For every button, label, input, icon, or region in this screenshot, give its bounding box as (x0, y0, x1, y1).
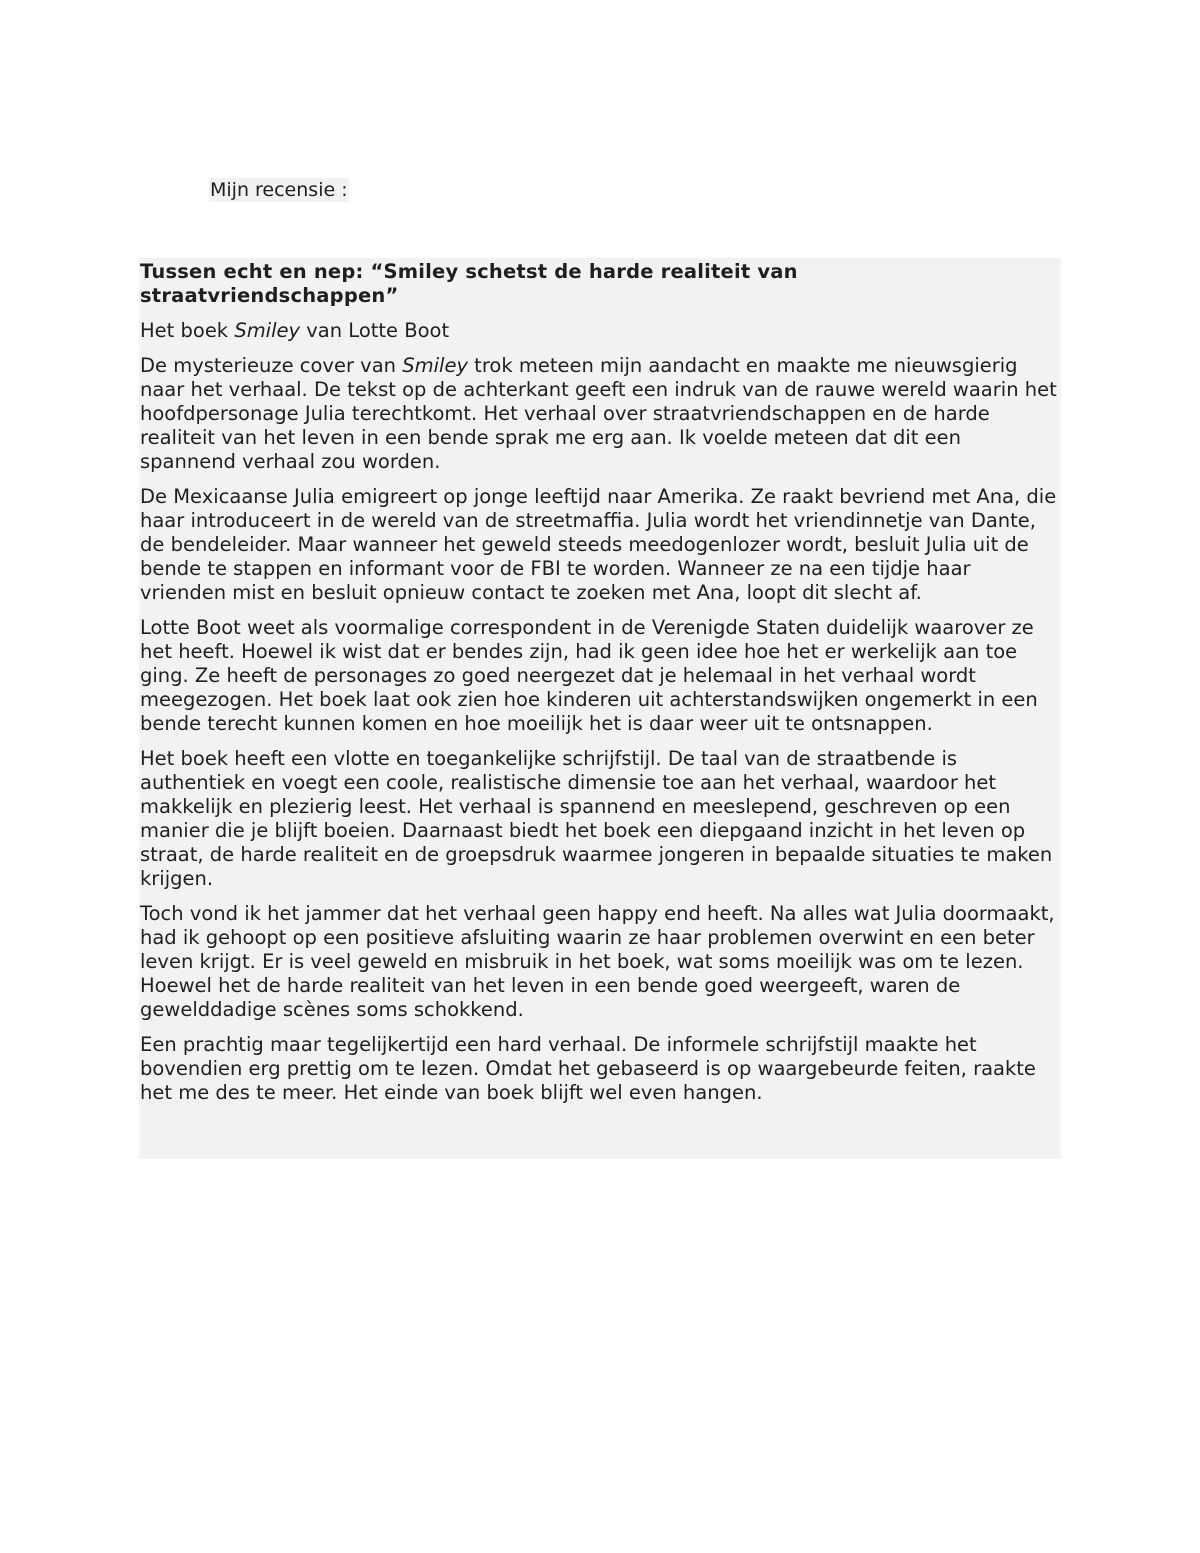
paragraph-cover-rest: trok meteen mijn aandacht en maakte me nieuwsgierig naar het verhaal. De tekst op de achterkant geeft een indruk van de rauwe wereld waarin het hoofdpersonage Julia terechtkomt. Het verhaal over straatvriendschappen en de harde realiteit van het leven in een bende sprak me erg aan. Ik voelde meteen dat dit een spannend verhaal zou worden. (140, 354, 1057, 473)
paragraph-cover-start: De mysterieuze cover van (140, 354, 403, 377)
paragraph-style: Het boek heeft een vlotte en toegankelijke schrijfstijl. De taal van de straatbende is authentiek en voegt een coole, realistische dimensie toe aan het verhaal, waardoor het makkelijk en plezierig leest. Het verhaal is spannend en meeslepend, geschreven op een manier die je blijft boeien. Daarnaast biedt het boek een diepgaand inzicht in het leven op straat, de harde realiteit en de groepsdruk waarmee jongeren in bepaalde situaties te maken krijgen. (140, 747, 1053, 890)
review-article (139, 258, 1061, 1159)
paragraph-cover-book-title: Smiley (402, 354, 468, 377)
book-byline (140, 319, 1058, 343)
review-title: Tussen echt en nep: “Smiley schetst de harde realiteit van straatvriendschappen” (140, 260, 798, 307)
paragraph-conclusion: Een prachtig maar tegelijkertijd een hard verhaal. De informele schrijfstijl maakte het bovendien erg prettig om te lezen. Omdat het gebaseerd is op waargebeurde feiten, raakte het me des te meer. Het einde van boek blijft wel even hangen. (140, 1033, 1036, 1104)
paragraph-cover (140, 354, 1058, 474)
paragraph-author: Lotte Boot weet als voormalige correspondent in de Verenigde Staten duidelijk waarover ze het heeft. Hoewel ik wist dat er bendes zijn, had ik geen idee hoe het er werkelijk aan toe ging. Ze heeft de personages zo goed neergezet dat je helemaal in het verhaal wordt meegezogen. Het boek laat ook zien hoe kinderen uit achterstandswijken ongemerkt in een bende terecht kunnen komen en hoe moeilijk het is daar weer uit te ontsnappen. (140, 616, 1038, 735)
byline-author: van Lotte Boot (300, 319, 450, 342)
paragraph-critique: Toch vond ik het jammer dat het verhaal geen happy end heeft. Na alles wat Julia doormaakt, had ik gehoopt op een positieve afsluiting waarin ze haar problemen overwint en een beter leven krijgt. Er is veel geweld en misbruik in het boek, wat soms moeilijk was om te lezen. Hoewel het de harde realiteit van het leven in een bende goed weergeeft, waren de gewelddadige scènes soms schokkend. (140, 902, 1055, 1021)
paragraph-plot: De Mexicaanse Julia emigreert op jonge leeftijd naar Amerika. Ze raakt bevriend met Ana, die haar introduceert in de wereld van de streetmaffia. Julia wordt het vriendinnetje van Dante, de bendeleider. Maar wanneer het geweld steeds meedogenlozer wordt, besluit Julia uit de bende te stappen en informant voor de FBI te worden. Wanneer ze na een tijdje haar vrienden mist en besluit opnieuw contact te zoeken met Ana, loopt dit slecht af. (140, 485, 1057, 604)
book-title: Smiley (234, 319, 301, 342)
byline-prefix: Het boek (140, 319, 235, 342)
review-label: Mijn recensie : (210, 179, 348, 201)
